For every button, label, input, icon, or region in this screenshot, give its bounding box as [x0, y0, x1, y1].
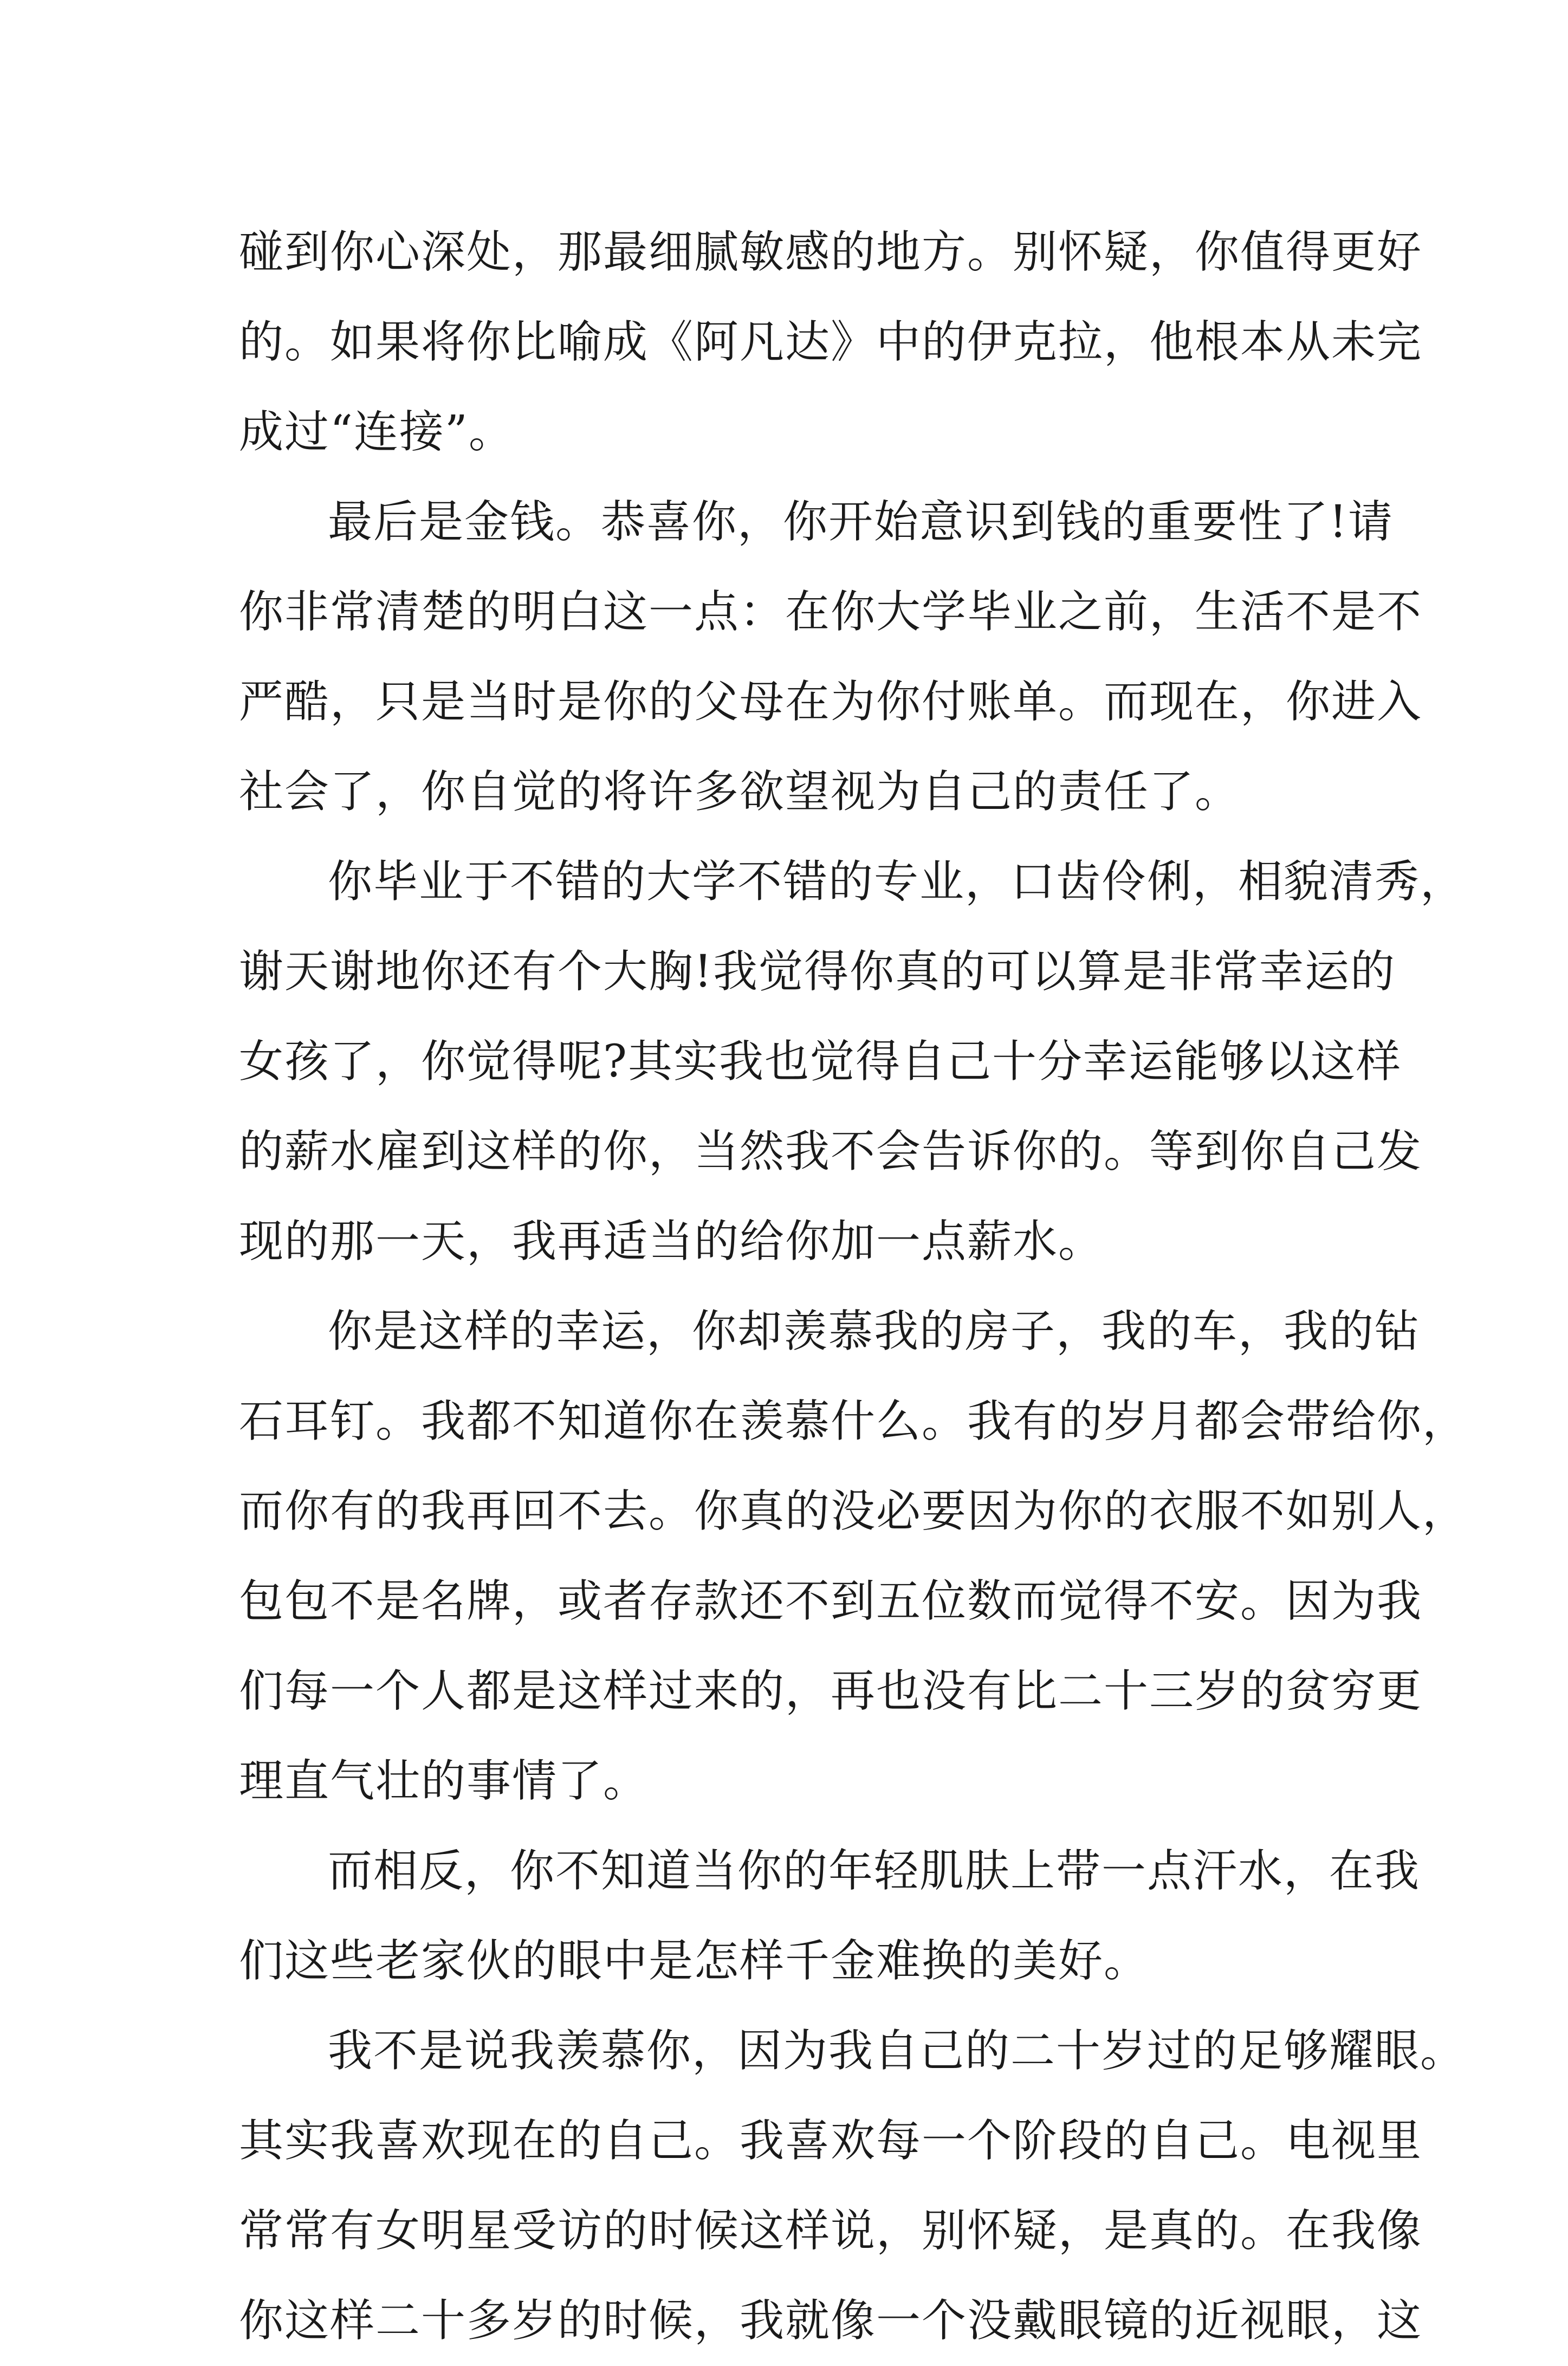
text-line: 而相反，你不知道当你的年轻肌肤上带一点汗水，在我	[328, 1845, 1421, 1897]
paragraph-3	[239, 837, 1466, 1287]
text-line: 而你有的我再回不去。你真的没必要因为你的衣服不如别人，	[239, 1486, 1468, 1537]
paragraph-5	[239, 1826, 1421, 2006]
text-line: 其实我喜欢现在的自己。我喜欢每一个阶段的自己。电视里	[239, 2115, 1423, 2167]
text-line: 你这样二十多岁的时候，我就像一个没戴眼镜的近视眼，这	[239, 2295, 1423, 2346]
paragraph-4	[239, 1287, 1468, 1826]
text-line: 严酷，只是当时是你的父母在为你付账单。而现在，你进入	[239, 676, 1423, 728]
paragraph-6	[239, 2006, 1466, 2366]
text-line: 我不是说我羡慕你，因为我自己的二十岁过的足够耀眼。	[328, 2025, 1466, 2077]
text-line: 包包不是名牌，或者存款还不到五位数而觉得不安。因为我	[239, 1576, 1423, 1627]
text-line: 最后是金钱。恭喜你，你开始意识到钱的重要性了!请	[328, 496, 1394, 548]
text-line: 你是这样的幸运，你却羡慕我的房子，我的车，我的钻	[328, 1306, 1421, 1357]
paragraph-1	[239, 208, 1423, 477]
text-line: 现的那一天，我再适当的给你加一点薪水。	[239, 1216, 1104, 1267]
text-line: 你非常清楚的明白这一点：在你大学毕业之前，生活不是不	[239, 586, 1423, 638]
text-line: 理直气壮的事情了。	[239, 1755, 649, 1807]
text-line: 的薪水雇到这样的你，当然我不会告诉你的。等到你自己发	[239, 1126, 1423, 1177]
text-line: 常常有女明星受访的时候这样说，别怀疑，是真的。在我像	[239, 2205, 1423, 2257]
text-line: 女孩了，你觉得呢?其实我也觉得自己十分幸运能够以这样	[239, 1036, 1402, 1087]
text-line: 石耳钉。我都不知道你在羡慕什么。我有的岁月都会带给你，	[239, 1396, 1468, 1447]
text-line: 们每一个人都是这样过来的，再也没有比二十三岁的贫穷更	[239, 1665, 1423, 1717]
text-line: 们这些老家伙的眼中是怎样千金难换的美好。	[239, 1935, 1150, 1987]
text-line: 你毕业于不错的大学不错的专业，口齿伶俐，相貌清秀，	[328, 856, 1466, 907]
text-line: 谢天谢地你还有个大胸!我觉得你真的可以算是非常幸运的	[239, 946, 1396, 997]
text-line: 的。如果将你比喻成《阿凡达》中的伊克拉，他根本从未完	[239, 316, 1423, 368]
text-line: 社会了，你自觉的将许多欲望视为自己的责任了。	[239, 766, 1241, 818]
document-body	[239, 208, 1468, 2366]
text-line: 成过“连接”。	[239, 406, 514, 458]
text-line: 碰到你心深处，那最细腻敏感的地方。别怀疑，你值得更好	[239, 226, 1423, 278]
paragraph-2	[239, 477, 1423, 837]
